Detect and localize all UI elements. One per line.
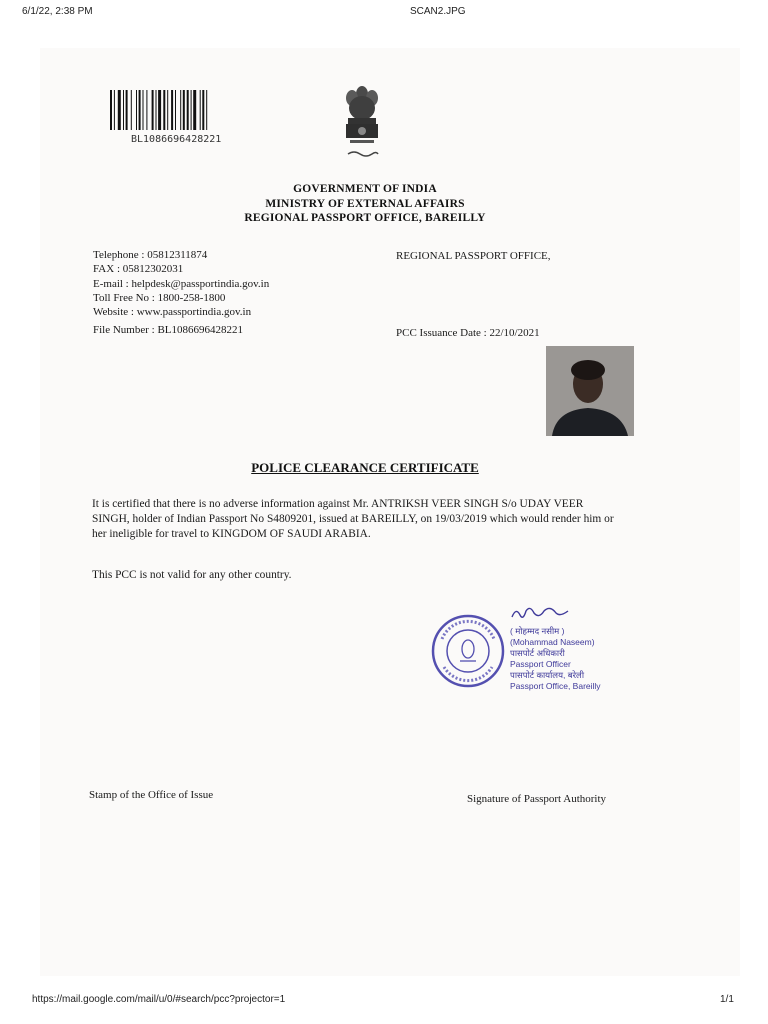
issuance-date: PCC Issuance Date : 22/10/2021 xyxy=(396,327,540,339)
print-filename: SCAN2.JPG xyxy=(410,6,466,17)
national-emblem-icon xyxy=(338,82,386,166)
office-seal-stamp xyxy=(430,613,506,689)
barcode-image xyxy=(110,90,254,130)
certificate-title: POLICE CLEARANCE CERTIFICATE xyxy=(251,460,479,475)
print-page-number: 1/1 xyxy=(720,994,734,1005)
certificate-body: It is certified that there is no adverse information against Mr. ANTRIKSH VEER SINGH S/o UDAY VEER SINGH, holder of Indian Passport No S4809201, issued at BAREILLY, on 19/03/2019 which would render him or her ineligible for travel to KINGDOM OF SAUDI ARABIA. xyxy=(92,498,614,540)
signatory-name-hindi: ( मोहम्मद नसीम ) xyxy=(510,626,565,636)
org-line-government: GOVERNMENT OF INDIA xyxy=(293,183,437,195)
signatory-designation-hindi: पासपोर्ट अधिकारी xyxy=(510,648,565,658)
passport-officer-signature xyxy=(510,607,620,691)
applicant-photo xyxy=(546,346,634,436)
signatory-name: (Mohammad Naseem) xyxy=(510,637,595,647)
contact-website: Website : www.passportindia.gov.in xyxy=(93,306,252,318)
file-number: File Number : BL1086696428221 xyxy=(93,324,244,336)
org-line-office: REGIONAL PASSPORT OFFICE, BAREILLY xyxy=(244,212,486,224)
stamp-label: Stamp of the Office of Issue xyxy=(89,789,214,801)
contact-email: E-mail : helpdesk@passportindia.gov.in xyxy=(93,278,270,290)
contact-fax: FAX : 05812302031 xyxy=(93,263,184,275)
print-datetime: 6/1/22, 2:38 PM xyxy=(22,6,93,17)
signatory-office-hindi: पासपोर्ट कार्यालय, बरेली xyxy=(510,670,585,680)
contact-toll-free: Toll Free No : 1800-258-1800 xyxy=(93,292,226,304)
signatory-office: Passport Office, Bareilly xyxy=(510,681,601,691)
signature-label: Signature of Passport Authority xyxy=(467,793,607,805)
office-label: REGIONAL PASSPORT OFFICE, xyxy=(396,250,551,262)
print-url: https://mail.google.com/mail/u/0/#search/pcc?projector=1 xyxy=(32,994,286,1005)
contact-telephone: Telephone : 05812311874 xyxy=(93,249,208,261)
handwritten-signature-icon xyxy=(510,607,570,621)
validity-note: This PCC is not valid for any other country. xyxy=(92,569,292,581)
org-line-ministry: MINISTRY OF EXTERNAL AFFAIRS xyxy=(265,198,465,210)
signatory-designation: Passport Officer xyxy=(510,659,571,669)
barcode-number: BL1086696428221 xyxy=(131,134,222,145)
